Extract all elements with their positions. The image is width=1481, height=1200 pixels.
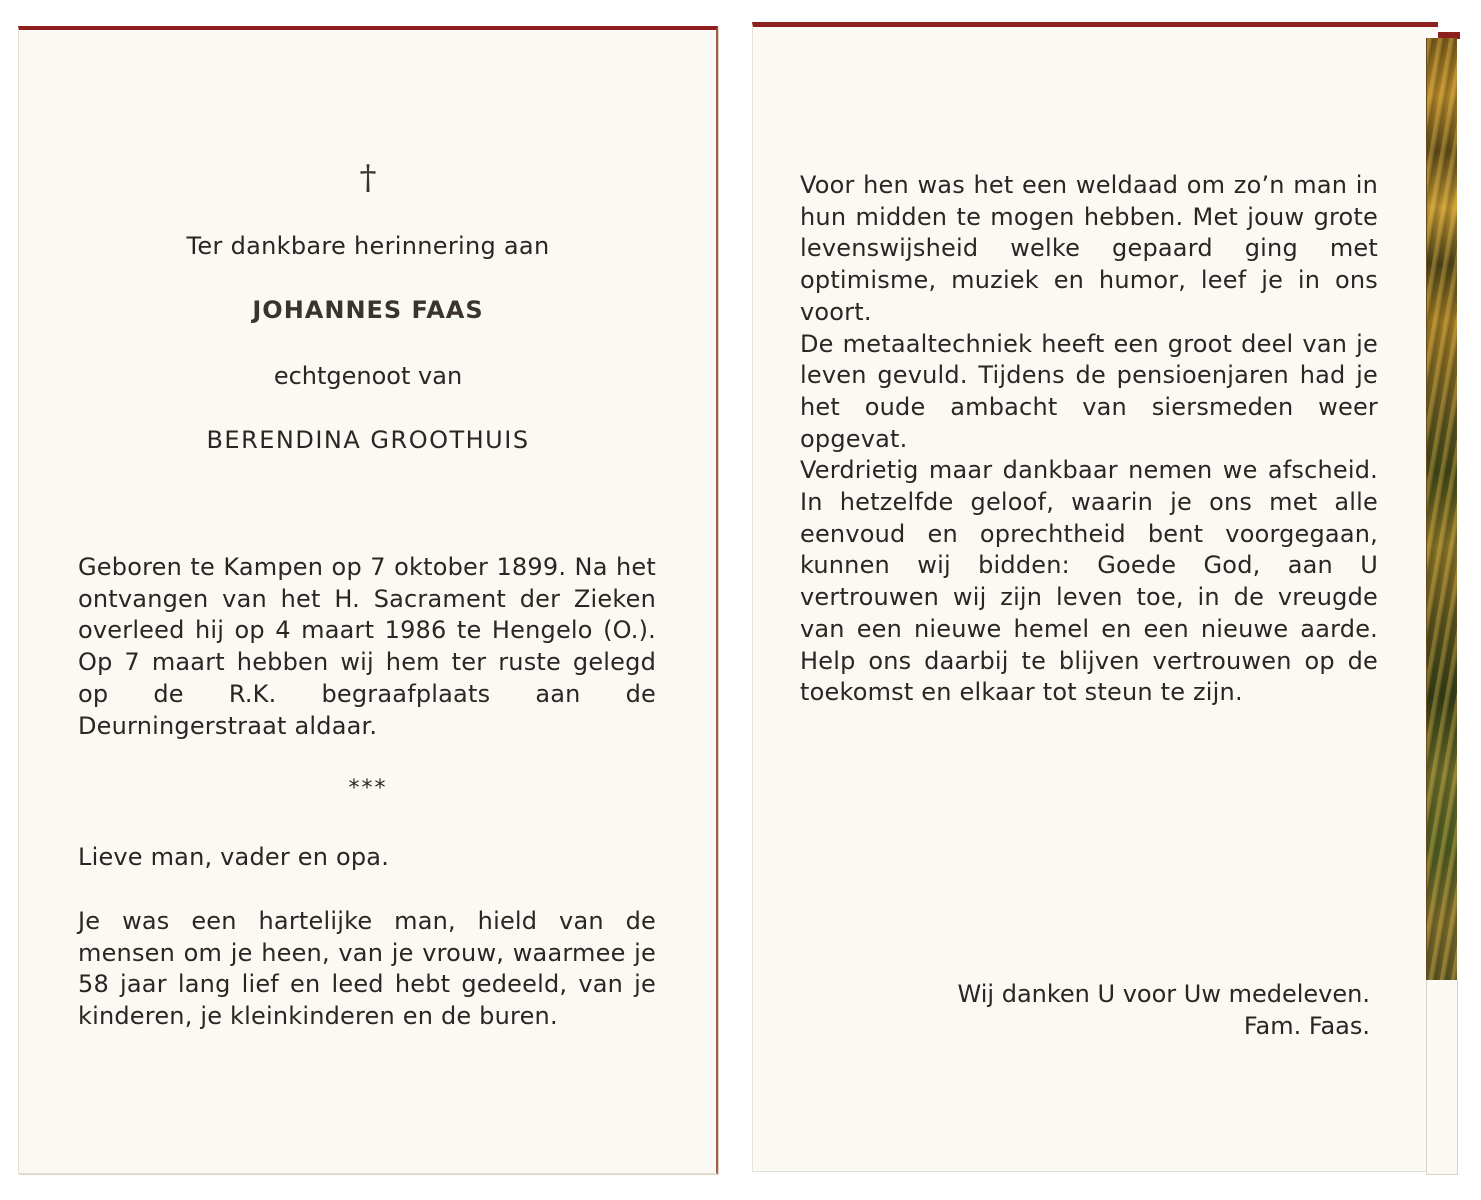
thanks-line: Wij danken U voor Uw medeleven. [957, 980, 1370, 1008]
biography-text: Geboren te Kampen op 7 oktober 1899. Na het ontvangen van het H. Sacrament der Zieken overleed hij op 4 maart 1986 te Hengelo (O.). Op 7 maart hebben wij hem ter ruste gelegd op de R.K. begraafplaats aan de Deurningerstraat aldaar. [78, 553, 656, 740]
biography-paragraph [78, 552, 656, 742]
family-signature: Fam. Faas. [1243, 1012, 1370, 1040]
photo-strip-image [1426, 38, 1457, 980]
memory-paragraph [78, 906, 656, 1033]
deceased-name: JOHANNES FAAS [252, 296, 484, 324]
paragraph-farewell: Verdrietig maar dankbaar nemen we afscheid. In hetzelfde geloof, waarin je ons met alle eenvoud en oprechtheid bent voorgegaan, kunnen wij bidden: Goede God, aan U vertrouwen wij zijn leven toe, in de vreugde van een nieuwe hemel en een nieuwe aarde. Help ons daarbij te blijven vertrouwen op de toekomst en elkaar tot steun te zijn. [800, 456, 1378, 707]
cross-icon: † [359, 158, 377, 198]
greeting-paragraph [78, 842, 656, 874]
spouse-name: BERENDINA GROOTHUIS [206, 426, 530, 454]
spouse-label: echtgenoot van [273, 362, 463, 390]
right-card-text [800, 170, 1378, 709]
section-divider: *** [348, 776, 388, 801]
intro-line: Ter dankbare herinnering aan [186, 232, 550, 260]
paragraph-legacy: Voor hen was het een weldaad om zo’n man in hun midden te mogen hebben. Met jouw grote levenswijsheid welke gepaard ging met optimisme, muziek en humor, leef je in ons voort. [800, 171, 1378, 326]
thanks-block [800, 978, 1370, 1042]
paragraph-craft: De metaaltechniek heeft een groot deel van je leven gevuld. Tijdens de pensioenjaren had je het oude ambacht van siersmeden weer opgevat. [800, 329, 1378, 453]
memory-text: Je was een hartelijke man, hield van de mensen om je heen, van je vrouw, waarmee je 58 jaar lang lief en leed hebt gedeeld, van je kinderen, je kleinkinderen en de buren. [78, 907, 656, 1031]
card-back-edge [1426, 980, 1458, 1175]
greeting-text: Lieve man, vader en opa. [78, 843, 390, 871]
